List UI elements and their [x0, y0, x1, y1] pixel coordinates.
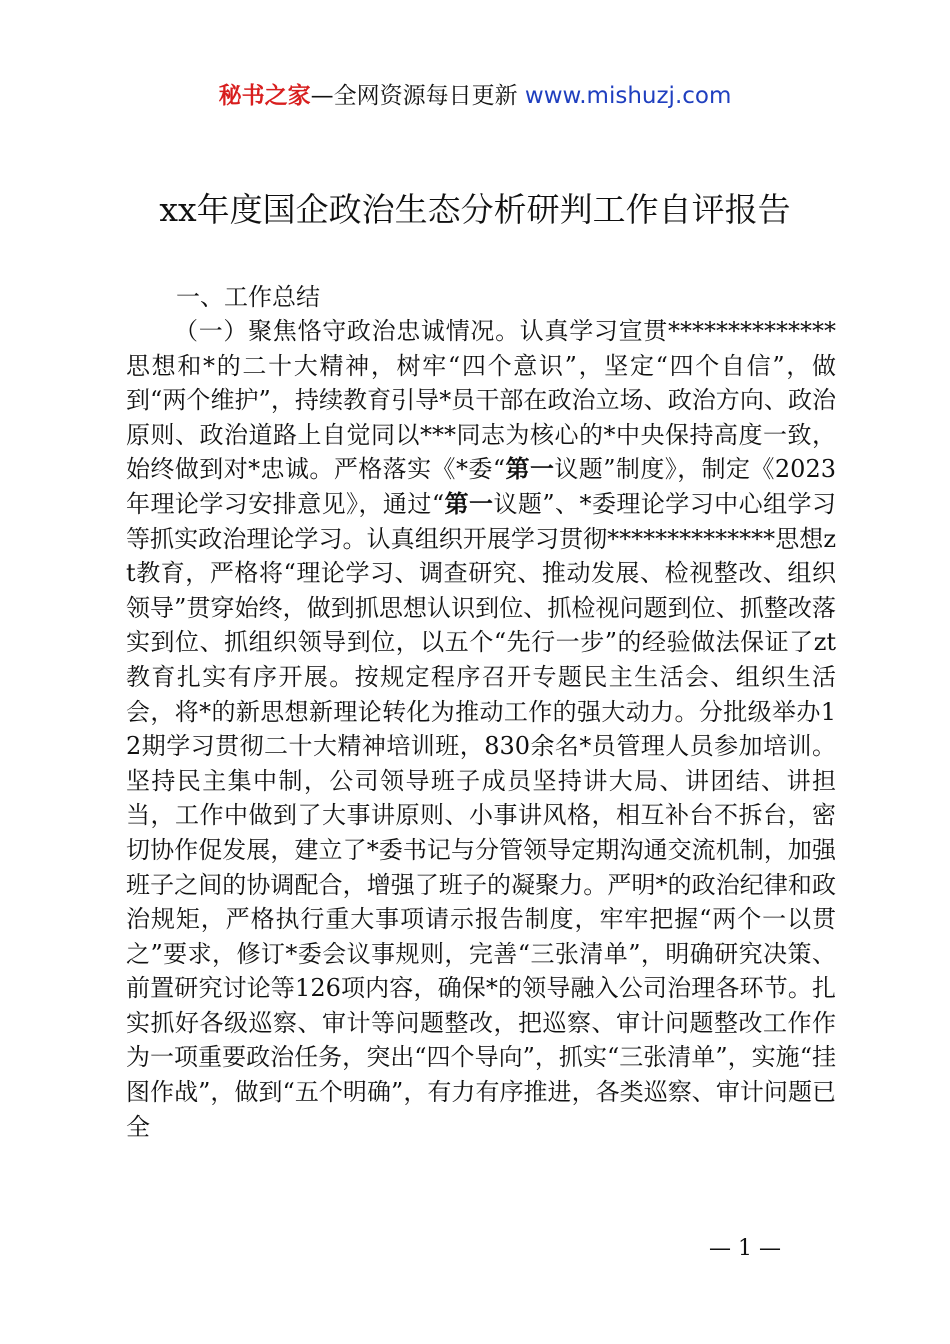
body-paragraph	[126, 314, 836, 1144]
document-title: xx年度国企政治生态分析研判工作自评报告	[159, 190, 791, 229]
page-number: — 1 —	[709, 1236, 781, 1261]
brand-name: 秘书之家	[218, 83, 311, 109]
section-heading: 一、工作总结	[176, 283, 320, 311]
paragraph-bold-2: 第一	[444, 488, 494, 518]
paragraph-text-part1: （一）聚焦恪守政治忠诚情况。认真学习宣贯**************思想和*的二十大精神，树牢“四个意识”，坚定“四个自信”，做到“两个维护”，持续教育引导*员干部在政治立场、政治方向、政治原则、政治道路上自觉同以***同志为核心的*中央保持高度一致，始终做到对*忠诚。严格落实《*委“	[126, 317, 836, 484]
header-banner	[0, 80, 950, 112]
paragraph-text-part3: 议题”、*委理论学习中心组学习等抓实政治理论学习。认真组织开展学习贯彻**************思想zt教育，严格将“理论学习、调查研究、推动发展、检视整改、组织领导”贯穿始终，做到抓思想认识到位、抓检视问题到位、抓整改落实到位、抓组织领导到位，以五个“先行一步”的经验做法保证了zt教育扎实有序开展。按规定程序召开专题民主生活会、组织生活会，将*的新思想新理论转化为推动工作的强大动力。分批级举办12期学习贯彻二十大精神培训班，830余名*员管理人员参加培训。坚持民主集中制，公司领导班子成员坚持讲大局、讲团结、讲担当，工作中做到了大事讲原则、小事讲风格，相互补台不拆台，密切协作促发展，建立了*委书记与分管领导定期沟通交流机制，加强班子之间的协调配合，增强了班子的凝聚力。严明*的政治纪律和政治规矩，严格执行重大事项请示报告制度，牢牢把握“两个一以贯之”要求，修订*委会议事规则，完善“三张清单”，明确研究决策、前置研究讨论等126项内容，确保*的领导融入公司治理各环节。扎实抓好各级巡察、审计等问题整改，把巡察、审计问题整改工作作为一项重要政治任务，突出“四个导向”，抓实“三张清单”，实施“挂图作战”，做到“五个明确”，有力有序推进，各类巡察、审计问题已全	[126, 489, 836, 1141]
paragraph-bold-1: 第一	[505, 454, 555, 484]
website-link[interactable]: www.mishuzj.com	[524, 83, 732, 109]
paragraph-text-part2: 议题”制度》，制定《2023年理论学习安排意见》，通过“	[126, 455, 836, 518]
header-slogan: —全网资源每日更新	[310, 83, 525, 109]
